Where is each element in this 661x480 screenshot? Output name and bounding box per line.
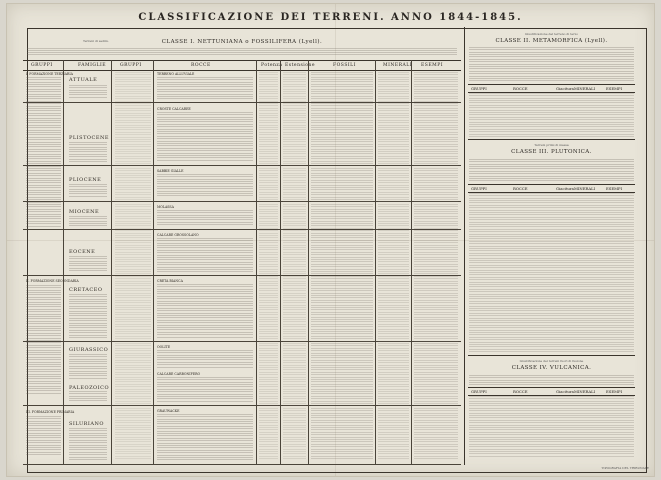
family-name: CRETACEO bbox=[69, 287, 103, 293]
section-body bbox=[469, 396, 634, 458]
rock-text bbox=[157, 284, 253, 338]
section-note: Terreni primi di massa bbox=[534, 143, 569, 147]
printer-imprint: TIPOGRAFIA DEL TRIBUNALE bbox=[601, 466, 649, 470]
col-header: GRUPPI bbox=[31, 62, 53, 68]
group-label: II. FORMAZIONE SECONDARIA bbox=[26, 279, 79, 283]
family-text bbox=[69, 142, 107, 162]
examples-column bbox=[414, 72, 458, 460]
minerals-column bbox=[378, 72, 409, 460]
family-text bbox=[69, 256, 107, 272]
col-header: ROCCE bbox=[513, 389, 528, 394]
group-label: I. FORMAZIONE TERZIARIA bbox=[26, 72, 73, 76]
col-header: MINERALI bbox=[574, 389, 596, 394]
rock-text bbox=[157, 377, 253, 403]
section-header-row bbox=[468, 84, 635, 93]
col-header: ROCCE bbox=[513, 186, 528, 191]
group-description bbox=[26, 77, 61, 227]
column-rule bbox=[63, 60, 64, 464]
rock-text bbox=[157, 210, 253, 227]
col-header: GRUPPI bbox=[471, 389, 487, 394]
col-header: Giacitura bbox=[556, 186, 574, 191]
family-name: MIOCENE bbox=[69, 209, 100, 215]
group-description bbox=[26, 416, 61, 456]
column-rule bbox=[153, 60, 154, 464]
column-rule bbox=[280, 60, 281, 464]
rock-text bbox=[157, 77, 253, 100]
rock-name: SABBIE GIALLE bbox=[157, 169, 184, 173]
thickness-column bbox=[259, 72, 278, 460]
col-header: ESEMPI bbox=[421, 62, 444, 68]
col-header: Giacitura bbox=[556, 389, 574, 394]
row-rule bbox=[23, 464, 461, 465]
rock-name: CALCARE CARBONIFERO bbox=[157, 372, 201, 376]
section-note: Giustificazione del terreno di terzo bbox=[524, 32, 579, 36]
col-header: GRUPPI bbox=[471, 86, 487, 91]
col-header: Potenza bbox=[261, 62, 283, 68]
col-header: FAMIGLIE bbox=[78, 62, 107, 68]
family-text bbox=[69, 391, 107, 403]
section-header-row bbox=[468, 387, 635, 396]
rock-name: CROSTE CALCAREE bbox=[157, 107, 191, 111]
family-name: PALEOZOICO bbox=[69, 385, 110, 391]
group-label: III. FORMAZIONE PRIMARIA bbox=[26, 410, 75, 414]
column-rule bbox=[256, 60, 257, 464]
rock-name: CALCARE GROSSOLANO bbox=[157, 233, 199, 237]
rock-name: TERRENO ALLUVIALE bbox=[157, 72, 195, 76]
rock-name: GRAUWACKE bbox=[157, 409, 180, 413]
column-rule bbox=[411, 60, 412, 464]
col-header: ROCCE bbox=[191, 62, 211, 68]
col-header: ESEMPI bbox=[606, 86, 623, 91]
col-header: Estensione bbox=[285, 62, 315, 68]
rock-text bbox=[157, 112, 253, 162]
section-title: CLASSE IV. VULCANICA. bbox=[511, 365, 592, 371]
section-rule bbox=[468, 139, 635, 140]
document-title: CLASSIFICAZIONE DEI TERRENI. ANNO 1844-1845. bbox=[138, 12, 523, 23]
section-rule bbox=[468, 355, 635, 356]
col-header: MINERALI bbox=[574, 86, 596, 91]
family-name: GIURASSICO bbox=[69, 347, 109, 353]
family-text bbox=[69, 216, 107, 226]
intro-paragraph bbox=[27, 48, 457, 57]
family-name: EOCENE bbox=[69, 249, 96, 255]
right-column bbox=[464, 27, 638, 465]
left-table bbox=[23, 27, 461, 465]
family-name: PLIOCENE bbox=[69, 177, 102, 183]
section-body bbox=[469, 93, 634, 137]
col-header: ESEMPI bbox=[606, 186, 623, 191]
section-paragraph bbox=[469, 159, 634, 181]
rock-text bbox=[157, 414, 253, 460]
family-name: SILURIANO bbox=[69, 421, 104, 427]
fossils-column bbox=[311, 72, 373, 460]
rock-name: OOLITE bbox=[157, 345, 171, 349]
col-header: MINERALI bbox=[574, 186, 596, 191]
section-paragraph bbox=[469, 375, 634, 385]
table-heading-prefix: Terreni di sedim. bbox=[83, 39, 109, 43]
rock-text bbox=[157, 350, 253, 368]
rock-name: MOLASSA bbox=[157, 205, 174, 209]
column-rule bbox=[111, 60, 112, 464]
section-paragraph bbox=[469, 47, 634, 81]
table-heading: CLASSE I. NETTUNIANA o FOSSILIFERA (Lyell). bbox=[161, 39, 323, 45]
family-text bbox=[69, 184, 107, 198]
rock-name: CRETA BIANCA bbox=[157, 279, 183, 283]
section-body bbox=[469, 193, 634, 353]
col-header: GRUPPI bbox=[471, 186, 487, 191]
col-header: ROCCE bbox=[513, 86, 528, 91]
section-title: CLASSE III. PLUTONICA. bbox=[511, 149, 592, 155]
subgroup-text bbox=[115, 72, 151, 460]
col-header: Giacitura bbox=[556, 86, 574, 91]
section-header-row bbox=[468, 184, 635, 193]
column-rule bbox=[375, 60, 376, 464]
rock-text bbox=[157, 174, 253, 198]
section-title: CLASSE II. METAMORFICA (Lyell). bbox=[495, 38, 608, 44]
col-header: MINERALI bbox=[383, 62, 413, 68]
group-description bbox=[26, 285, 61, 395]
column-rule bbox=[308, 60, 309, 464]
col-header: GRUPPI bbox=[120, 62, 142, 68]
family-text bbox=[69, 85, 107, 99]
col-header: FOSSILI bbox=[333, 62, 356, 68]
family-name: ATTUALE bbox=[69, 77, 98, 83]
section-note: Giustificazione dei terreni fuori di fusione bbox=[519, 359, 584, 363]
column-header-row bbox=[23, 60, 461, 71]
col-header: ESEMPI bbox=[606, 389, 623, 394]
extension-column bbox=[283, 72, 306, 460]
rock-text bbox=[157, 238, 253, 272]
family-name: PLISTOCENE bbox=[69, 135, 110, 141]
family-text bbox=[69, 294, 107, 338]
family-text bbox=[69, 428, 107, 460]
family-text bbox=[69, 354, 107, 380]
